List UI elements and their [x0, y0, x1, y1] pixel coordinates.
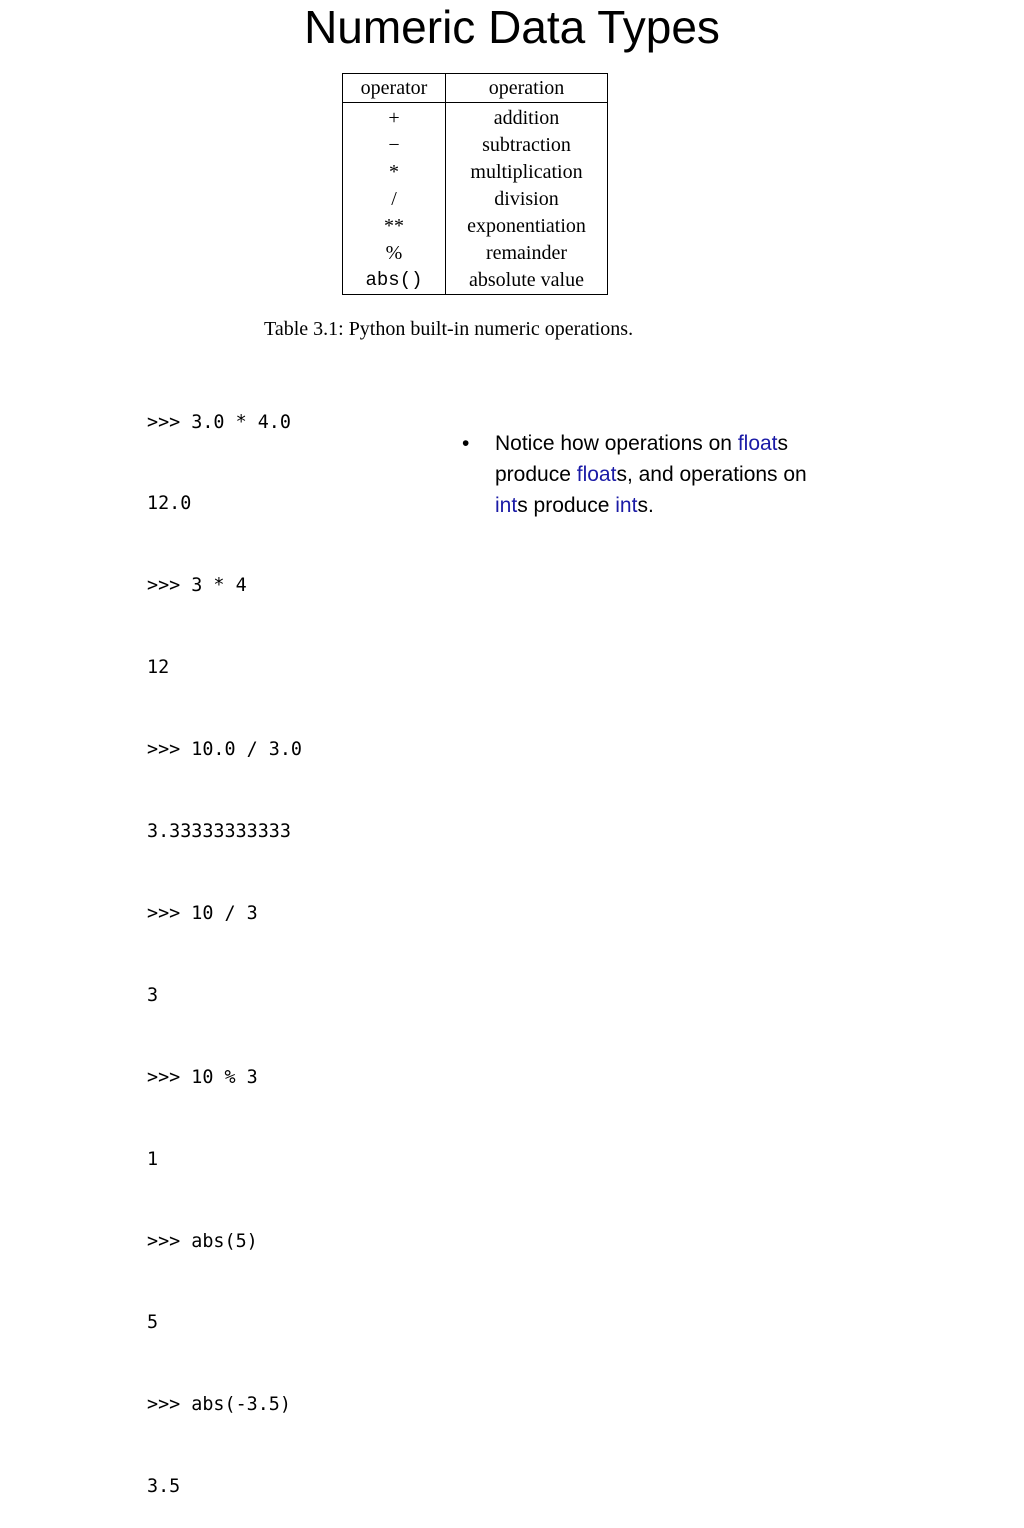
session-line: >>> 10.0 / 3.0 [147, 739, 303, 761]
session-line: >>> abs(-3.5) [147, 1394, 291, 1416]
operation-cell: remainder [485, 242, 568, 264]
note-keyword: float [576, 463, 617, 486]
table-caption: Table 3.1: Python built-in numeric operations. [264, 318, 634, 340]
table-header-row [343, 74, 608, 103]
session-line: 12 [147, 657, 170, 679]
session-line: >>> abs(5) [147, 1230, 258, 1252]
note-part: s. [637, 494, 654, 517]
note-keyword: int [495, 494, 518, 517]
table-row [343, 240, 608, 267]
table-row [343, 213, 608, 240]
operator-cell: abs() [343, 267, 446, 295]
operator-cell: − [343, 132, 446, 159]
operation-cell: multiplication [470, 161, 583, 183]
operator-cell: + [343, 103, 446, 133]
session-line: >>> 3 * 4 [147, 575, 247, 597]
session-line: 3.33333333333 [147, 821, 291, 843]
note-text [495, 428, 812, 521]
table-row [343, 103, 608, 133]
session-line: 5 [147, 1312, 159, 1334]
bullet-marker: • [462, 432, 470, 455]
session-line: >>> 10 / 3 [147, 902, 258, 924]
session-line: 3.5 [147, 1476, 181, 1498]
note-part: s, and operations on [616, 463, 807, 486]
table-row [343, 186, 608, 213]
operation-cell: subtraction [482, 134, 571, 156]
python-session [147, 354, 302, 1528]
operator-cell: * [343, 159, 446, 186]
operator-cell: % [343, 240, 446, 267]
bullet-note [462, 428, 812, 521]
header-operation: operation [446, 74, 608, 103]
session-line: >>> 10 % 3 [147, 1066, 258, 1088]
table-row [343, 159, 608, 186]
note-keyword: int [615, 494, 638, 517]
table-row [343, 267, 608, 295]
note-keyword: float [737, 432, 778, 455]
operation-cell: exponentiation [467, 215, 586, 237]
operation-cell: absolute value [469, 269, 584, 291]
session-line: 1 [147, 1148, 159, 1170]
operation-cell: division [494, 188, 559, 210]
session-line: >>> 3.0 * 4.0 [147, 411, 291, 433]
operations-table [342, 73, 608, 295]
session-line: 3 [147, 984, 159, 1006]
header-operator: operator [343, 74, 446, 103]
operator-cell: ** [343, 213, 446, 240]
session-line: 12.0 [147, 493, 192, 515]
note-part: Notice how operations on [495, 432, 738, 455]
table-row [343, 132, 608, 159]
operator-cell: / [343, 186, 446, 213]
slide-title: Numeric Data Types [304, 1, 720, 53]
operation-cell: addition [493, 107, 560, 129]
note-part: s produce [517, 494, 616, 517]
note-part: s produce [495, 432, 789, 486]
